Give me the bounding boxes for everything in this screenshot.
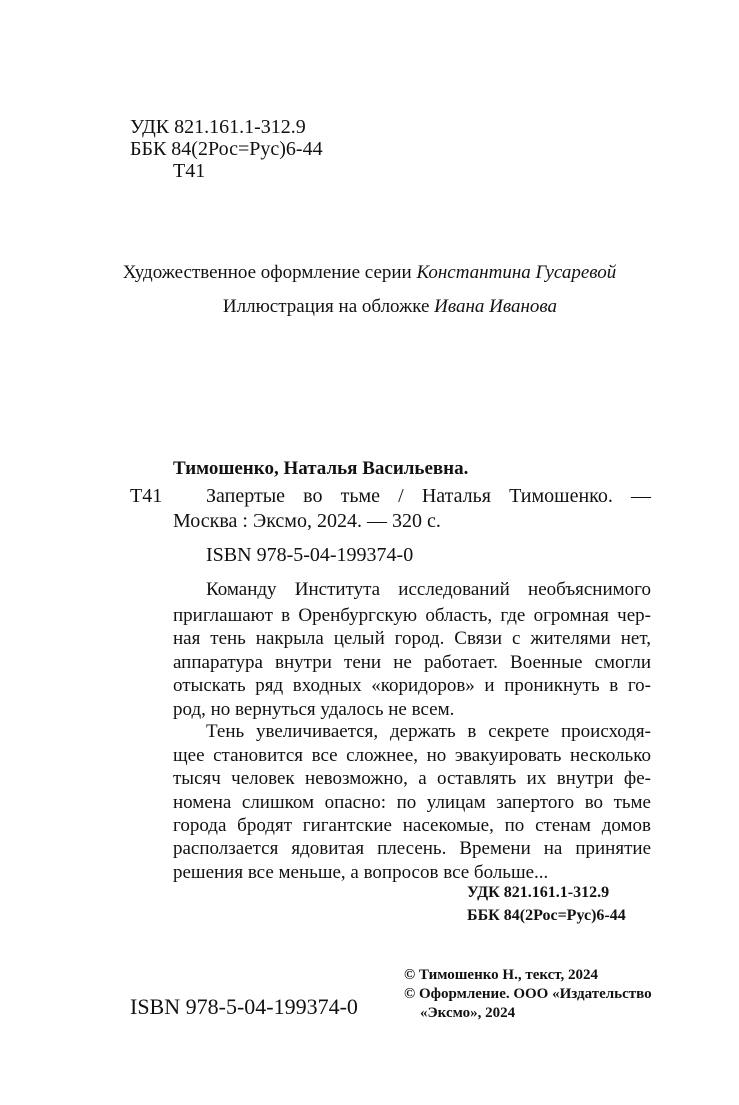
- copyright-design-line-2: «Эксмо», 2024: [420, 1005, 516, 1021]
- annotation-line: приглашают в Оренбургскую область, где огромная чер-: [173, 605, 651, 626]
- isbn-entry: ISBN 978-5-04-199374-0: [206, 544, 414, 566]
- series-design-prefix: Художественное оформление серии: [122, 262, 417, 283]
- cover-illustration-credit: [0, 296, 739, 318]
- author-heading: Тимошенко, Наталья Васильевна.: [173, 458, 469, 479]
- annotation-line: аппаратура внутри тени не работает. Военные смогли: [173, 652, 651, 673]
- isbn-footer: ISBN 978-5-04-199374-0: [130, 994, 358, 1019]
- udk-bottom: УДК 821.161.1-312.9: [467, 884, 610, 901]
- cover-illustration-prefix: Иллюстрация на обложке: [222, 296, 435, 317]
- udk-top: УДК 821.161.1-312.9: [130, 116, 306, 138]
- annotation-line: города бродят гигантские насекомые, по стенам домов: [173, 815, 651, 836]
- bbk-bottom: ББК 84(2Рос=Рус)6-44: [467, 907, 626, 924]
- annotation-line: расползается ядовитая плесень. Времени на принятие: [173, 838, 651, 859]
- annotation-line: решения все меньше, а вопросов все больше...: [173, 862, 549, 883]
- annotation-line: ная тень накрыла целый город. Связи с жителями нет,: [173, 628, 651, 649]
- annotation-line: Тень увеличивается, держать в секрете происходя-: [206, 721, 651, 742]
- copyright-text: © Тимошенко Н., текст, 2024: [404, 967, 599, 983]
- annotation-line: Команду Института исследований необъяснимого: [206, 579, 651, 600]
- series-designer-name: Константина Гусаревой: [416, 262, 617, 283]
- annotation-line: род, но вернуться удалось не всем.: [173, 699, 455, 720]
- copyright-design-line-1: © Оформление. ООО «Издательство: [404, 986, 652, 1002]
- bbk-top: ББК 84(2Рос=Рус)6-44: [130, 138, 323, 160]
- author-mark: Т41: [130, 485, 163, 507]
- series-design-credit: [0, 262, 739, 284]
- title-line-1: Запертые во тьме / Наталья Тимошенко. —: [206, 485, 651, 507]
- annotation-line: отыскать ряд входных «коридоров» и проникнуть в го-: [173, 675, 651, 696]
- annotation-line: тысяч человек невозможно, а оставлять их внутри фе-: [173, 768, 651, 789]
- annotation-line: номена слишком опасно: по улицам запертого во тьме: [173, 792, 651, 813]
- annotation-line: щее становится все сложнее, но эвакуировать несколько: [173, 745, 651, 766]
- title-line-2: Москва : Эксмо, 2024. — 320 с.: [173, 510, 441, 532]
- author-mark-top: Т41: [173, 160, 206, 182]
- cover-illustrator-name: Ивана Иванова: [434, 296, 558, 317]
